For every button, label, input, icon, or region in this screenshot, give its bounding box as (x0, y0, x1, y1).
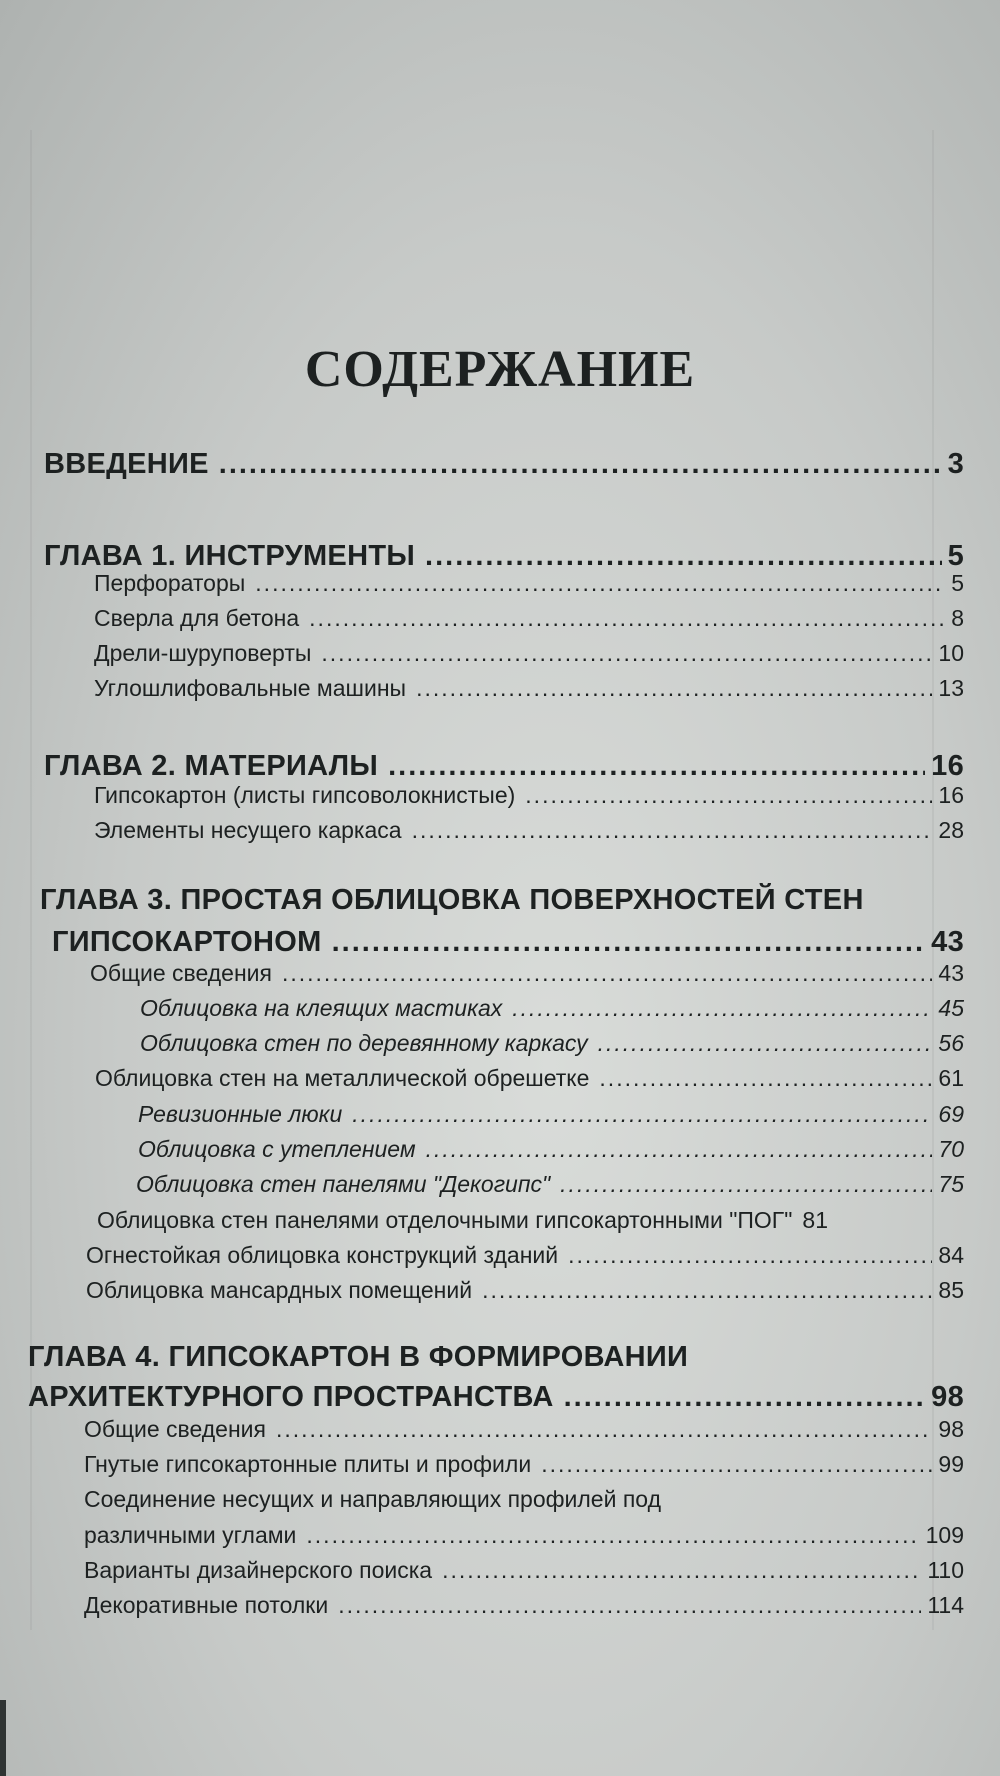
toc-entry-title: Огнестойкая облицовка конструкций зданий (86, 1242, 559, 1268)
toc-leader-dots (598, 1030, 933, 1057)
toc-leader-dots (338, 1592, 921, 1619)
toc-entry-title: Дрели-шуруповерты (94, 640, 312, 666)
toc-page-number: 43 (931, 926, 964, 958)
toc-page-number: 110 (927, 1557, 964, 1583)
toc-leader-dots (321, 640, 932, 667)
toc-chapter-4[interactable] (28, 1381, 964, 1414)
toc-page-number: 84 (938, 1242, 964, 1268)
toc-leader-dots (412, 817, 933, 844)
toc-page-number: 8 (951, 605, 964, 631)
toc-leader-dots (282, 960, 932, 987)
toc-leader-dots (306, 1522, 919, 1549)
toc-section[interactable] (95, 1065, 964, 1092)
toc-leader-dots (568, 1242, 932, 1269)
toc-leader-dots (219, 448, 942, 481)
toc-chapter-1[interactable] (44, 540, 964, 573)
toc-leader-dots (388, 750, 925, 783)
toc-entry-title: Перфораторы (94, 570, 246, 596)
toc-page-number: 28 (938, 817, 964, 843)
toc-subsection[interactable] (138, 1101, 964, 1128)
toc-leader-dots (255, 570, 945, 597)
toc-section-line1[interactable]: Соединение несущих и направляющих профилей под (84, 1486, 661, 1512)
toc-entry-title: различными углами (84, 1522, 297, 1548)
toc-subsection[interactable] (140, 995, 964, 1022)
toc-entry-title: Декоративные потолки (84, 1592, 329, 1618)
toc-entry-title: Сверла для бетона (94, 605, 300, 631)
toc-section[interactable] (94, 782, 964, 809)
toc-section[interactable] (84, 1416, 964, 1443)
toc-leader-dots (276, 1416, 932, 1443)
toc-page-number: 5 (951, 570, 964, 596)
toc-leader-dots (352, 1101, 932, 1128)
toc-subsection[interactable] (136, 1171, 964, 1198)
toc-leader-dots (482, 1277, 932, 1304)
toc-entry-title: Облицовка мансардных помещений (86, 1277, 473, 1303)
toc-entry-title: Варианты дизайнерского поиска (84, 1557, 433, 1583)
toc-entry-title: Облицовка стен панелями "Декогипс" (136, 1171, 551, 1197)
toc-page-number: 45 (938, 995, 964, 1021)
toc-entry-title: Общие сведения (84, 1416, 266, 1442)
toc-entry-title: Углошлифовальные машины (94, 675, 407, 701)
toc-entry-title: Элементы несущего каркаса (94, 817, 402, 843)
toc-section[interactable] (94, 640, 964, 667)
toc-entry-title: Облицовка с утеплением (138, 1136, 416, 1162)
toc-entry-title: ГЛАВА 2. МАТЕРИАЛЫ (44, 750, 379, 782)
toc-entry-title: ГЛАВА 1. ИНСТРУМЕНТЫ (44, 540, 416, 572)
toc-page-number: 98 (931, 1381, 964, 1413)
toc-leader-dots (442, 1557, 921, 1584)
toc-subsection[interactable] (138, 1136, 964, 1163)
toc-subsection[interactable] (140, 1030, 964, 1057)
toc-page-number: 85 (938, 1277, 964, 1303)
toc-leader-dots (425, 540, 942, 573)
toc-section[interactable] (84, 1522, 964, 1549)
toc-page-number: 61 (938, 1065, 964, 1091)
toc-page-number: 56 (938, 1030, 964, 1056)
toc-entry-title: Облицовка стен по деревянному каркасу (140, 1030, 588, 1056)
toc-chapter-3-line1[interactable]: ГЛАВА 3. ПРОСТАЯ ОБЛИЦОВКА ПОВЕРХНОСТЕЙ СТЕН (40, 884, 864, 916)
toc-page-number: 114 (927, 1592, 964, 1618)
toc-section[interactable] (94, 675, 964, 702)
toc-entry-introduction[interactable] (44, 448, 964, 481)
toc-leader-dots (416, 675, 932, 702)
toc-entry-title: Ревизионные люки (138, 1101, 343, 1127)
toc-entry-title: Облицовка стен панелями отделочными гипсокартонными "ПОГ" (97, 1207, 793, 1233)
toc-entry-title: Гнутые гипсокартонные плиты и профили (84, 1451, 532, 1477)
toc-section[interactable] (94, 570, 964, 597)
toc-leader-dots (560, 1171, 932, 1198)
toc-entry-title: АРХИТЕКТУРНОГО ПРОСТРАНСТВА (28, 1381, 554, 1413)
toc-leader-dots (309, 605, 945, 632)
toc-section[interactable] (94, 605, 964, 632)
toc-leader-dots (525, 782, 932, 809)
toc-page-number: 99 (938, 1451, 964, 1477)
toc-page-number: 43 (938, 960, 964, 986)
toc-page-number: 81 (802, 1207, 829, 1233)
toc-entry-title: Гипсокартон (листы гипсоволокнистые) (94, 782, 516, 808)
toc-section[interactable] (84, 1451, 964, 1478)
toc-page-number: 5 (947, 540, 964, 572)
toc-leader-dots (564, 1381, 926, 1414)
toc-page-number: 70 (938, 1136, 964, 1162)
toc-page-number: 3 (947, 448, 964, 480)
page-title: СОДЕРЖАНИЕ (304, 341, 696, 398)
toc-leader-dots (512, 995, 932, 1022)
page-edge-shadow (0, 1700, 6, 1776)
toc-leader-dots (599, 1065, 932, 1092)
toc-page-number: 109 (925, 1522, 964, 1548)
toc-entry-title: ГИПСОКАРТОНОМ (52, 926, 322, 958)
toc-chapter-4-line1[interactable]: ГЛАВА 4. ГИПСОКАРТОН В ФОРМИРОВАНИИ (28, 1341, 689, 1373)
toc-leader-dots (332, 926, 926, 959)
toc-chapter-3[interactable] (52, 926, 964, 959)
toc-section[interactable] (90, 960, 964, 987)
toc-page-number: 10 (938, 640, 964, 666)
toc-page-number: 16 (931, 750, 964, 782)
toc-entry-title: Облицовка на клеящих мастиках (140, 995, 503, 1021)
toc-leader-dots (426, 1136, 933, 1163)
toc-section[interactable] (97, 1207, 964, 1234)
toc-page-number: 13 (938, 675, 964, 701)
toc-section[interactable] (84, 1557, 964, 1584)
toc-entry-title: Общие сведения (90, 960, 272, 986)
toc-page-number: 75 (938, 1171, 964, 1197)
toc-entry-title: Облицовка стен на металлической обрешетке (95, 1065, 590, 1091)
toc-page-number: 16 (938, 782, 964, 808)
toc-section[interactable] (86, 1277, 964, 1304)
toc-leader-dots (541, 1451, 932, 1478)
toc-section[interactable] (86, 1242, 964, 1269)
toc-section[interactable] (84, 1592, 964, 1619)
toc-chapter-2[interactable] (44, 750, 964, 783)
toc-section[interactable] (94, 817, 964, 844)
toc-page-number: 98 (938, 1416, 964, 1442)
toc-entry-title: ВВЕДЕНИЕ (44, 448, 209, 480)
toc-page-number: 69 (938, 1101, 964, 1127)
